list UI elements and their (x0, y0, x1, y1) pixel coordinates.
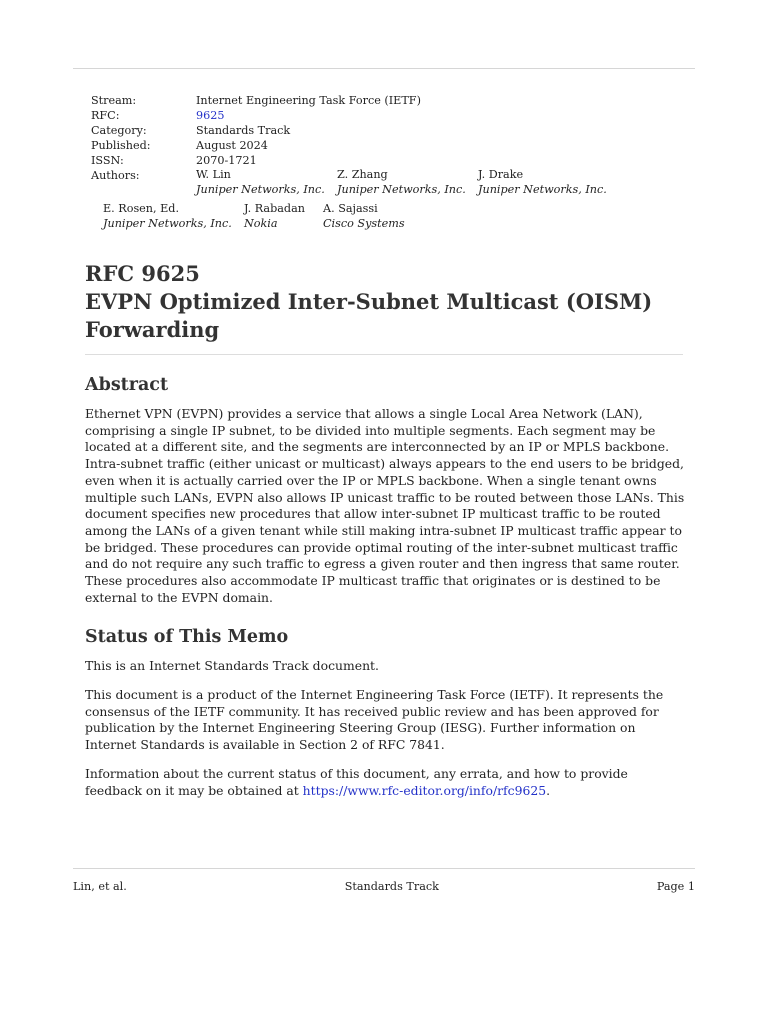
status-text: Information about the current status of this document, any errata, and how to provide feedback on it may be obtained at (85, 766, 628, 798)
meta-stream-value: Internet Engineering Task Force (IETF) (196, 94, 421, 107)
author-org: Cisco Systems (323, 217, 405, 230)
meta-authors-label: Authors: (91, 169, 140, 182)
status-heading: Status of This Memo (85, 627, 289, 647)
author-name: J. Drake (478, 168, 524, 181)
author-name: E. Rosen, Ed. (103, 202, 180, 215)
page-number: Page 1 (656, 880, 695, 893)
meta-category (91, 123, 421, 138)
author-org: Juniper Networks, Inc. (337, 183, 466, 196)
status-paragraph: This is an Internet Standards Track document. (85, 658, 379, 673)
status-paragraph: This document is a product of the Internet Engineering Task Force (IETF). It represents the consensus of the IETF community. It has received public review and has been approved for publication by the Internet Engineering Steering Group (IESG). Further information on Internet Standards is available in Section 2 of RFC 7841. (85, 687, 664, 753)
title-divider (85, 354, 683, 355)
title-line: Forwarding (85, 317, 220, 342)
footer-authors: Lin, et al. (73, 880, 127, 893)
author-entry (103, 201, 232, 231)
status-paragraph (85, 766, 685, 799)
author-name: J. Rabadan (244, 202, 305, 215)
document-title (85, 260, 685, 344)
meta-category-value: Standards Track (196, 124, 291, 137)
author-org: Juniper Networks, Inc. (196, 183, 325, 196)
author-org: Juniper Networks, Inc. (103, 217, 232, 230)
footer-category: Standards Track (344, 880, 439, 893)
abstract-heading: Abstract (85, 375, 169, 395)
abstract-paragraph: Ethernet VPN (EVPN) provides a service that allows a single Local Area Network (LAN), comprising a single IP subnet, to be divided into multiple segments. Each segment may be located at a different site, and the segments are interconnected by an IP or MPLS backbone. Intra-subnet traffic (either unicast or multicast) always appears to the end users to be bridged, even when it is actually carried over the IP or MPLS backbone. When a single tenant owns multiple such LANs, EVPN also allows IP unicast traffic to be routed between those LANs. This document specifies new procedures that allow inter-subnet IP multicast traffic to be routed among the LANs of a given tenant while still making intra-subnet IP multicast traffic appear to be bridged. These procedures can provide optimal routing of the inter-subnet multicast traffic and do not require any such traffic to egress a given router and then ingress that same router. These procedures also accommodate IP multicast traffic that originates or is destined to be external to the EVPN domain. (85, 406, 685, 605)
author-org: Nokia (244, 217, 278, 230)
status-text: . (546, 782, 551, 798)
page-footer (73, 880, 695, 893)
rfc-number-link[interactable]: 9625 (196, 109, 225, 122)
author-entry (196, 167, 325, 197)
meta-published (91, 138, 421, 153)
meta-issn (91, 153, 421, 168)
meta-issn-label: ISSN: (91, 154, 124, 167)
meta-category-label: Category: (91, 124, 147, 137)
author-org: Juniper Networks, Inc. (478, 183, 607, 196)
author-name: A. Sajassi (323, 202, 378, 215)
meta-rfc-label: RFC: (91, 109, 120, 122)
meta-published-value: August 2024 (196, 139, 268, 152)
meta-rfc (91, 108, 421, 123)
author-entry (244, 201, 305, 231)
author-entry (478, 167, 607, 197)
footer-rule (73, 868, 695, 869)
rfc-editor-link[interactable]: https://www.rfc-editor.org/info/rfc9625 (302, 782, 547, 798)
meta-published-label: Published: (91, 139, 151, 152)
title-line: EVPN Optimized Inter-Subnet Multicast (OISM) (85, 289, 653, 314)
author-name: Z. Zhang (337, 168, 388, 181)
meta-stream (91, 93, 421, 108)
top-rule (73, 68, 695, 69)
author-entry (323, 201, 405, 231)
author-name: W. Lin (196, 168, 231, 181)
author-entry (337, 167, 466, 197)
title-rfc-number: RFC 9625 (85, 261, 200, 286)
meta-issn-value: 2070-1721 (196, 154, 257, 167)
meta-stream-label: Stream: (91, 94, 137, 107)
